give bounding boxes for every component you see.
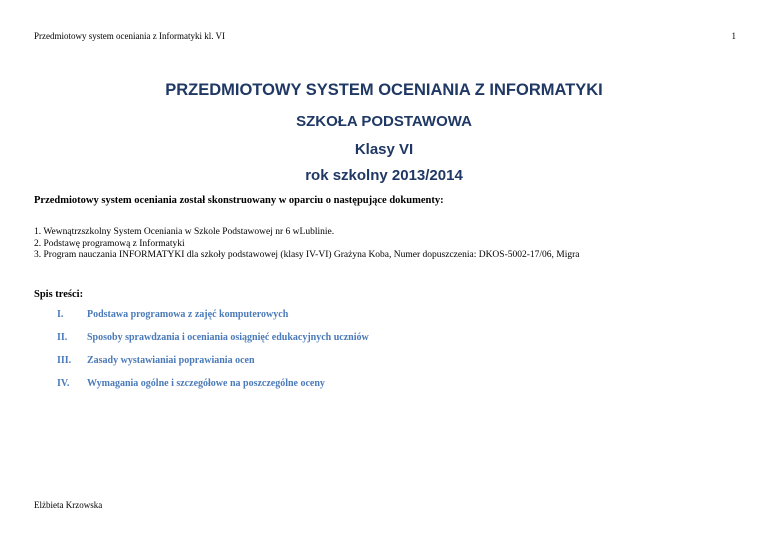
document-title: PRZEDMIOTOWY SYSTEM OCENIANIA Z INFORMATYKI	[165, 81, 603, 99]
toc-number: II.	[57, 332, 68, 343]
toc-number: III.	[57, 355, 72, 366]
page-header-title: Przedmiotowy system oceniania z Informatyki kl. VI	[34, 31, 226, 41]
toc-label: Podstawa programowa z zajęć komputerowych	[87, 309, 289, 320]
toc-label: Wymagania ogólne i szczegółowe na poszczególne oceny	[87, 378, 325, 389]
toc-link-1[interactable]	[57, 309, 369, 332]
document-item: 3. Program nauczania INFORMATYKI dla szkoły podstawowej (klasy IV-VI) Grażyna Koba, Numer dopuszczenia: DKOS-5002-17/06, Migra	[34, 250, 580, 260]
toc-heading: Spis treści:	[34, 289, 84, 300]
page-number: 1	[731, 31, 736, 41]
toc-number: IV.	[57, 378, 70, 389]
page-footer-author: Elżbieta Krzowska	[34, 500, 103, 510]
intro-paragraph: Przedmiotowy system oceniania został skonstruowany w oparciu o następujące dokumenty:	[34, 195, 444, 206]
table-of-contents	[57, 309, 369, 401]
toc-label: Zasady wystawianiai poprawiania ocen	[87, 355, 255, 366]
document-subtitle-school: SZKOŁA PODSTAWOWA	[296, 113, 472, 130]
document-item: 2. Podstawę programową z Informatyki	[34, 238, 185, 249]
document-subtitle-class: Klasy VI	[354, 141, 414, 158]
toc-link-2[interactable]	[57, 332, 369, 355]
documents-list	[34, 227, 580, 262]
toc-label: Sposoby sprawdzania i oceniania osiągnięć edukacyjnych uczniów	[87, 332, 369, 343]
toc-link-4[interactable]	[57, 378, 369, 401]
toc-link-3[interactable]	[57, 355, 369, 378]
document-subtitle-year: rok szkolny 2013/2014	[305, 167, 463, 184]
toc-number: I.	[57, 309, 64, 320]
document-item: 1. Wewnątrzszkolny System Oceniania w Szkole Podstawowej nr 6 wLublinie.	[34, 227, 335, 237]
